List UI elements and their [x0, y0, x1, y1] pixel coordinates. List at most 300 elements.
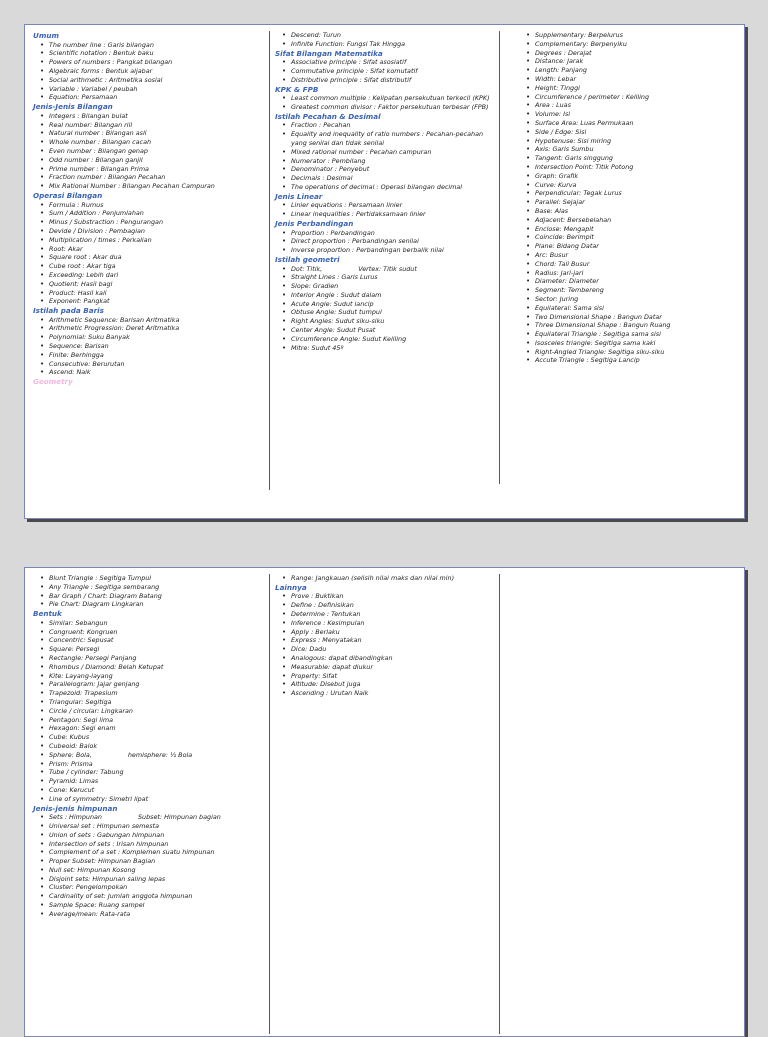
list-item [33, 218, 269, 227]
list-item [33, 289, 269, 298]
term-text: Straight Lines : Garis Lurus [291, 273, 378, 282]
list-item [519, 269, 739, 278]
list-item [33, 316, 269, 325]
list-item [519, 198, 739, 207]
column-3 [519, 31, 739, 483]
term-text: Inference : Kesimpulan [291, 618, 365, 627]
term-list [275, 265, 499, 353]
term-text: Rectangle: Persegi Panjang [49, 653, 137, 662]
list-item [275, 237, 499, 246]
term-list [275, 574, 499, 583]
term-text: Parallel: Sejajar [535, 198, 585, 207]
term-text: Triangular: Segitiga [49, 697, 112, 706]
list-item [33, 112, 269, 121]
list-item [519, 348, 739, 357]
term-text: Side / Edge: Sisi [535, 127, 587, 136]
term-text: Proportion : Perbandingan [291, 228, 375, 237]
term-text: Universal set : Himpunan semesta [49, 821, 160, 830]
list-item [33, 583, 269, 592]
list-item [33, 875, 269, 884]
list-item [33, 866, 269, 875]
term-text: Associative principle : Sifat asosiatif [291, 58, 407, 67]
list-item [519, 172, 739, 181]
term-text: Ascend: Naik [49, 368, 91, 377]
term-list [275, 592, 499, 698]
list-item [519, 40, 739, 49]
term-text: Prism: Prisma [49, 759, 93, 768]
term-text: Algebraic forms : Bentuk aljabar [49, 66, 153, 75]
list-item [519, 75, 739, 84]
list-item [33, 680, 269, 689]
term-text: Arc: Busur [535, 250, 569, 259]
list-item [33, 848, 269, 857]
list-item [275, 58, 499, 67]
list-item [275, 654, 499, 663]
term-text: Slope: Gradien [291, 282, 339, 291]
list-item [519, 110, 739, 119]
term-text-secondary: hemisphere: ½ Bola [127, 750, 193, 759]
list-item [33, 271, 269, 280]
list-item [519, 101, 739, 110]
term-text: Direct proportion : Perbandingan senilai [291, 237, 419, 246]
term-text: Circumference Angle: Sudut Keliling [291, 334, 407, 343]
section-heading-bentuk: Bentuk [33, 609, 62, 619]
term-text: Denominator : Penyebut [291, 165, 370, 174]
list-item [275, 619, 499, 628]
section-heading-umum: Umum [33, 31, 59, 40]
term-list [519, 31, 739, 365]
list-item [519, 57, 739, 66]
list-item [33, 716, 269, 725]
term-text: Equilateral Triangle : Segitiga sama sisi [535, 330, 661, 339]
list-item [519, 119, 739, 128]
term-text: Sets : Himpunan [49, 813, 102, 822]
term-list [33, 112, 269, 191]
term-text: Distributive principle : Sifat distributif [291, 75, 412, 84]
list-item [33, 121, 269, 130]
list-item [33, 857, 269, 866]
list-item [275, 229, 499, 238]
list-item [519, 233, 739, 242]
term-text: Linier equations : Persamaan linier [291, 201, 403, 210]
term-text: Area : Luas [535, 101, 571, 110]
section-heading-jenis-jenis-himpunan: Jenis-jenis himpunan [33, 803, 118, 813]
term-text: Exponent: Pangkat [49, 297, 110, 306]
term-text: Intersection of sets : Irisan himpunan [49, 839, 169, 848]
term-text: Concentric: Sepusat [49, 636, 114, 645]
list-item [33, 209, 269, 218]
list-item [275, 67, 499, 76]
list-item [275, 672, 499, 681]
list-item [519, 330, 739, 339]
term-list [275, 31, 499, 49]
list-item [33, 786, 269, 795]
term-text: Natural number : Bilangan asli [49, 129, 147, 138]
list-item [33, 654, 269, 663]
term-text: Segment: Tembereng [535, 286, 604, 295]
list-item [33, 147, 269, 156]
list-item [33, 76, 269, 85]
column-2 [275, 31, 500, 484]
list-item [275, 165, 499, 174]
list-item [519, 49, 739, 58]
list-item [275, 335, 499, 344]
term-text: Apply : Berlaku [291, 627, 340, 636]
term-text: Curve: Kurva [535, 180, 577, 189]
list-item [519, 356, 739, 365]
list-item [33, 592, 269, 601]
term-list [275, 94, 499, 112]
list-item [33, 733, 269, 742]
list-item [33, 636, 269, 645]
list-item [519, 31, 739, 40]
term-text: The number line : Garis bilangan [49, 40, 154, 49]
term-text: Width: Lebar [535, 74, 576, 83]
term-text: Least common multiple : Kelipatan persekutuan terkecil (KPK) [291, 94, 490, 103]
list-item [519, 163, 739, 172]
section-heading-istilah-pada-baris: Istilah pada Baris [33, 306, 104, 316]
column-1 [33, 31, 270, 490]
list-item [33, 85, 269, 94]
list-item [33, 49, 269, 58]
list-item [33, 707, 269, 716]
section-heading-operasi-bilangan: Operasi Bilangan [33, 190, 103, 200]
section-heading-sifat-bilangan-matematika: Sifat Bilangan Matematika [275, 48, 383, 58]
term-text: Ascending : Urutan Naik [291, 689, 369, 698]
term-list [33, 201, 269, 307]
list-item [519, 295, 739, 304]
term-text: Accute Triangle : Segitiga Lancip [535, 356, 640, 365]
term-text: Product: Hasil kali [49, 288, 107, 297]
list-item [33, 245, 269, 254]
term-text: Powers of numbers : Pangkat bilangan [49, 58, 173, 67]
term-text: Similar: Sebangun [49, 618, 108, 627]
list-item [275, 246, 499, 255]
term-list [275, 58, 499, 84]
list-item [275, 121, 499, 130]
term-list [275, 121, 499, 191]
list-item [33, 698, 269, 707]
list-item [33, 368, 269, 377]
list-item [275, 94, 499, 103]
term-text: Congruent: Kongruen [49, 627, 118, 636]
term-text: The operations of decimal : Operasi bilangan decimal [291, 182, 463, 191]
section-heading-jenis-linear: Jenis Linear [275, 191, 323, 201]
list-item [33, 672, 269, 681]
term-text: Sphere: Bola, [49, 750, 92, 759]
term-text: Supplementary: Berpelurus [535, 31, 623, 39]
list-item [33, 760, 269, 769]
list-item [519, 260, 739, 269]
section-heading-lainnya: Lainnya [275, 582, 307, 592]
list-item [275, 148, 499, 157]
term-text: Decimals : Desimal [291, 174, 353, 183]
term-text: Commutative principle : Sifat komutatif [291, 66, 418, 75]
term-text: Any Triangle : Segitiga sembarang [49, 582, 160, 591]
list-item [33, 173, 269, 182]
column-1 [33, 574, 270, 1034]
list-item [275, 680, 499, 689]
list-item [33, 201, 269, 210]
list-item [33, 768, 269, 777]
term-text: Tube / cylinder: Tabung [49, 768, 124, 777]
term-text: Intersection Point: Titik Potong [535, 162, 634, 171]
list-item [33, 138, 269, 147]
term-text: Inverse proportion : Perbandingan berbalik nilai [291, 246, 444, 255]
list-item [33, 360, 269, 369]
list-item [275, 317, 499, 326]
section-heading-istilah-pecahan-desimal: Istilah Pecahan & Desimal [275, 111, 381, 121]
list-item [33, 901, 269, 910]
list-item [519, 154, 739, 163]
list-item [519, 128, 739, 137]
term-list [33, 619, 269, 804]
term-text: Three Dimensional Shape : Bangun Ruang [535, 321, 671, 330]
section-heading-jenis-jenis-bilangan: Jenis-Jenis Bilangan [33, 102, 113, 112]
term-text: Pie Chart: Diagram Lingkaran [49, 600, 144, 609]
term-text: Interior Angle : Sudut dalam [291, 290, 382, 299]
term-text: Sequence: Barisan [49, 342, 109, 351]
list-item [33, 227, 269, 236]
term-text: Chord: Tali Busur [535, 259, 590, 268]
list-item [33, 129, 269, 138]
term-text: Complement of a set : Komplemen suatu himpunan [49, 848, 215, 857]
list-item [275, 308, 499, 317]
term-text: Mitre: Sudut 45º [291, 343, 344, 352]
list-item [275, 610, 499, 619]
term-text: Square: Persegi [49, 645, 100, 654]
list-item [33, 892, 269, 901]
term-text: Scientific notation : Bentuk baku [49, 49, 154, 58]
term-text: Determine : Tentukan [291, 609, 361, 618]
list-item [33, 795, 269, 804]
term-text: Express : Menyatakan [291, 636, 362, 645]
list-item [275, 103, 499, 112]
term-list [33, 574, 269, 609]
term-text: Real number: Bilangan riil [49, 120, 133, 129]
term-text: Disjoint sets: Himpunan saling lepas [49, 874, 166, 883]
list-item [33, 351, 269, 360]
term-text: Analogous: dapat dibandingkan [291, 653, 393, 662]
list-item [519, 84, 739, 93]
term-text: Cube root : Akar tiga [49, 262, 116, 271]
term-text: Cubeoid: Balok [49, 741, 98, 750]
list-item [33, 324, 269, 333]
section-heading-jenis-perbandingan: Jenis Perbandingan [275, 218, 354, 228]
list-item [519, 216, 739, 225]
term-text: Graph: Grafik [535, 171, 579, 180]
list-item [275, 273, 499, 282]
term-text: Acute Angle: Sudut lancip [291, 299, 374, 308]
term-text: Center Angle: Sudut Pusat [291, 326, 376, 335]
term-text: Blunt Triangle : Segitiga Tumpul [49, 574, 152, 582]
term-text: Integers : Bilangan bulat [49, 111, 128, 120]
list-item [33, 333, 269, 342]
list-item [275, 210, 499, 219]
document-page-2 [24, 567, 745, 1037]
term-text: Prove : Buktikan [291, 592, 344, 601]
term-text: Isosceles triangle: Segitiga sama kaki [535, 338, 656, 347]
list-item [519, 321, 739, 330]
term-text: Right Angles: Sudut siku-siku [291, 317, 385, 326]
list-item [33, 280, 269, 289]
term-text: Fraction : Pecahan [291, 121, 351, 130]
term-text: Two Dimensional Shape : Bangun Datar [535, 312, 662, 321]
list-item [33, 831, 269, 840]
term-text: Circumference / perimeter : Keliling [535, 92, 650, 101]
term-text: Degrees : Derajat [535, 48, 592, 57]
term-text: Fraction number : Bilangan Pecahan [49, 173, 166, 182]
term-text: Union of sets : Gabungan himpunan [49, 830, 165, 839]
list-item [275, 344, 499, 353]
term-text: Hexagon: Segi enam [49, 724, 116, 733]
list-item [33, 574, 269, 583]
term-text: Consecutive: Berurutan [49, 359, 125, 368]
term-text: Bar Graph / Chart: Diagram Batang [49, 591, 162, 600]
term-text: Property: Sifat [291, 671, 337, 680]
list-item [275, 130, 499, 148]
list-item [33, 724, 269, 733]
term-text: Height: Tinggi [535, 83, 580, 92]
list-item [275, 174, 499, 183]
term-text: Sum / Addition : Penjumlahan [49, 209, 144, 218]
term-text: Plane: Bidang Datar [535, 242, 599, 251]
term-text: Polynomial: Suku Banyak [49, 333, 130, 342]
list-item [275, 282, 499, 291]
term-text: Line of symmetry: Simetri lipat [49, 794, 149, 803]
list-item [275, 157, 499, 166]
term-list [275, 201, 499, 219]
list-item [519, 145, 739, 154]
term-text: Mix Rational Number : Bilangan Pecahan Campuran [49, 182, 215, 191]
term-text: Complementary: Berpenyiku [535, 39, 627, 48]
list-item [519, 137, 739, 146]
list-item [33, 93, 269, 102]
list-item [275, 628, 499, 637]
term-text: Arithmetic Sequence: Barisan Aritmatika [49, 315, 180, 324]
term-text: Right-Angled Triangle: Segitiga siku-siku [535, 347, 665, 356]
list-item [33, 840, 269, 849]
term-text: Coincide: Berimpit [535, 233, 594, 242]
list-item [33, 663, 269, 672]
list-item [275, 663, 499, 672]
term-text: Measurable: dapat diukur [291, 662, 373, 671]
list-item [519, 304, 739, 313]
term-text: Sector: Juring [535, 294, 579, 303]
term-text: Equation: Persamaan [49, 93, 118, 102]
term-text: Quotient: Hasil bagi [49, 279, 113, 288]
term-text: Pyramid: Limas [49, 777, 99, 786]
term-text: Pentagon: Segi lima [49, 715, 114, 724]
list-item [275, 291, 499, 300]
list-item [275, 689, 499, 698]
list-item [33, 742, 269, 751]
list-item [33, 58, 269, 67]
list-item [33, 67, 269, 76]
term-text: Mixed rational number : Pecahan campuran [291, 147, 432, 156]
list-item [33, 342, 269, 351]
term-text: Root: Akar [49, 244, 83, 253]
list-item [33, 297, 269, 306]
term-text: Whole number : Bilangan cacah [49, 138, 152, 147]
term-text: Altitude: Disebut juga [291, 680, 361, 689]
term-text: Social arithmetic : Aritmetika sosial [49, 75, 163, 84]
term-text: Even number : Bilangan genap [49, 146, 148, 155]
term-text: Average/mean: Rata-rata [49, 909, 131, 918]
term-text: Dot: Titik, [291, 264, 323, 273]
term-text: Proper Subset: Himpunan Bagian [49, 857, 156, 866]
list-item [519, 286, 739, 295]
list-item [275, 31, 499, 40]
term-text: Variable : Variabel / peubah [49, 84, 138, 93]
term-text: Null set: Himpunan Kosong [49, 865, 136, 874]
term-text: Multiplication / times : Perkalian [49, 235, 152, 244]
list-item [519, 66, 739, 75]
term-text: Cardinality of set: Jumlah anggota himpunan [49, 892, 193, 901]
term-text-secondary: Subset: Himpunan bagian [137, 813, 221, 822]
list-item [275, 76, 499, 85]
list-item [275, 265, 499, 274]
list-item [519, 189, 739, 198]
term-text: Dice: Dadu [291, 645, 327, 654]
list-item [275, 636, 499, 645]
list-item [33, 689, 269, 698]
list-item [33, 165, 269, 174]
list-item [33, 813, 269, 822]
term-text: Tangent: Garis singgung [535, 154, 613, 163]
column-2 [275, 574, 500, 1034]
term-text: Cone: Kerucut [49, 785, 95, 794]
term-text-secondary: Vertex: Titik sudut [358, 264, 417, 273]
list-item [33, 628, 269, 637]
list-item [275, 601, 499, 610]
term-text: Equilateral: Sama sisi [535, 303, 604, 312]
term-text: Perpendicular: Tegak Lurus [535, 189, 622, 198]
list-item [519, 207, 739, 216]
term-text: Surface Area: Luas Permukaan [535, 118, 634, 127]
term-text: Exceeding: Lebih dari [49, 270, 119, 279]
term-text: Greatest common divisor : Faktor persekutuan terbesar (FPB) [291, 102, 489, 111]
document-page-1 [24, 24, 745, 519]
term-list [33, 41, 269, 103]
term-text: Enclose: Mengapit [535, 224, 594, 233]
list-item [275, 326, 499, 335]
term-text: Formula : Rumus [49, 200, 104, 209]
term-text: Equality and inequality of ratio numbers : Pecahan-pecahan yang senilai dan tidak senilai [291, 130, 484, 147]
term-text: Distance: Jarak [535, 57, 584, 66]
term-text: Volume: Isi [535, 110, 571, 119]
term-text: Define : Definisikan [291, 601, 354, 610]
list-item [33, 822, 269, 831]
list-item [275, 645, 499, 654]
term-text: Range: Jangkauan (selisih nilai maks dan nilai min) [291, 574, 455, 582]
list-item [33, 262, 269, 271]
term-text: Finite: Berhingga [49, 350, 104, 359]
term-text: Base: Alas [535, 206, 569, 215]
list-item [33, 156, 269, 165]
section-heading-kpk-fpb: KPK & FPB [275, 84, 319, 94]
list-item [33, 910, 269, 919]
list-item [33, 253, 269, 262]
list-item [519, 277, 739, 286]
list-item [33, 645, 269, 654]
list-item [33, 883, 269, 892]
term-text: Axis: Garis Sumbu [535, 145, 594, 154]
list-item [519, 93, 739, 102]
list-item [33, 41, 269, 50]
term-text: Odd number : Bilangan ganjil [49, 155, 143, 164]
term-text: Kite: Layang-layang [49, 671, 113, 680]
